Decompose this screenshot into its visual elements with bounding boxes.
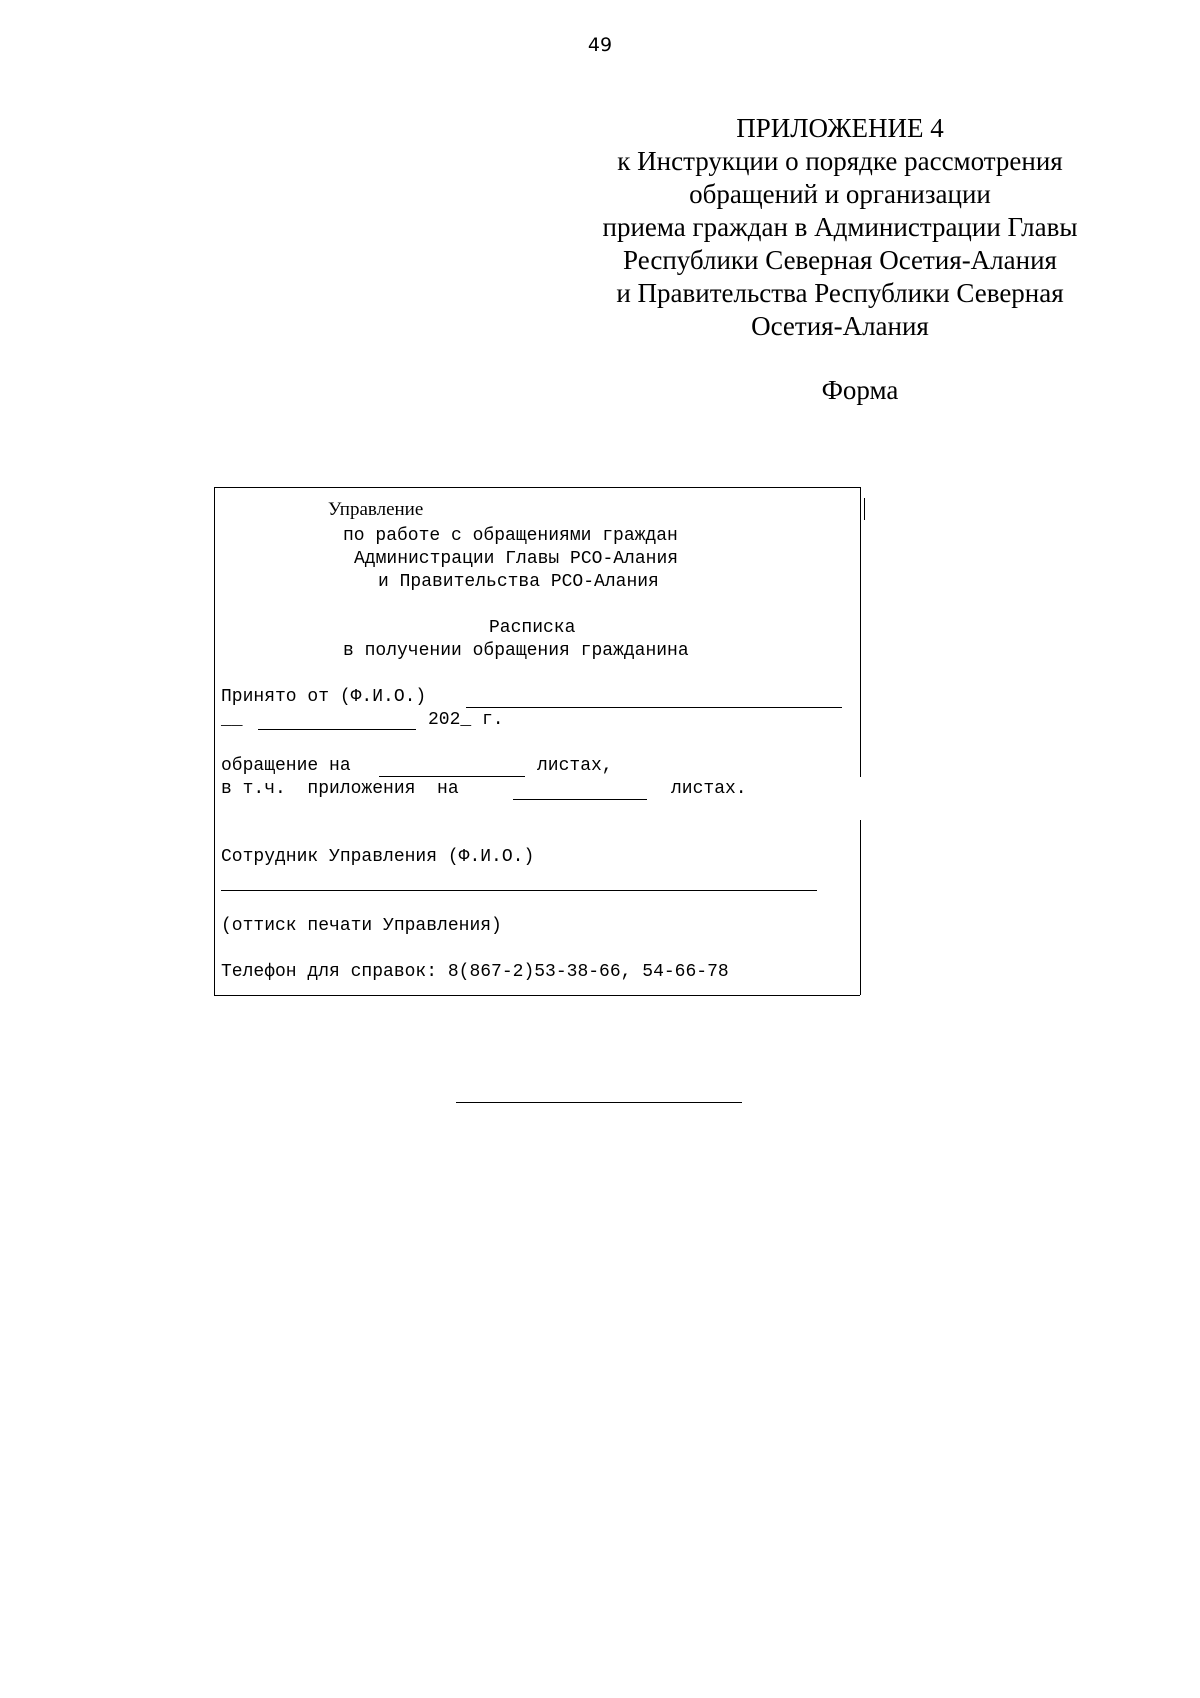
- appendix-line: Республики Северная Осетия-Алания: [623, 245, 1057, 275]
- receipt-subtitle: в получении обращения гражданина: [343, 641, 689, 661]
- receipt-header-line: по работе с обращениями граждан: [343, 526, 678, 546]
- receipt-header-word: Управление: [328, 499, 424, 520]
- receipt-title: Расписка: [489, 618, 576, 638]
- frame-left-border: [214, 487, 215, 822]
- frame-top-border: [214, 487, 860, 488]
- sheets-label: листах.: [671, 779, 747, 799]
- frame-right-tick: [864, 498, 865, 520]
- date-month-fill-line: [258, 729, 416, 730]
- appendix-line: приема граждан в Администрации Главы: [602, 212, 1078, 242]
- page-number: 49: [587, 34, 613, 56]
- appeal-on-label: обращение на: [221, 756, 351, 776]
- appendix-line: Осетия-Алания: [751, 311, 929, 341]
- sheets-fill-line: [379, 776, 525, 777]
- attachments-fill-line: [513, 799, 647, 800]
- form-label: Форма: [821, 375, 899, 405]
- frame-bottom-border: [214, 995, 860, 996]
- date-year: 202_ г.: [428, 710, 504, 730]
- attachments-label: в т.ч. приложения на: [221, 779, 459, 799]
- appendix-line: к Инструкции о порядке рассмотрения: [617, 146, 1063, 176]
- employee-fill-line: [221, 890, 817, 891]
- employee-label: Сотрудник Управления (Ф.И.О.): [221, 847, 535, 867]
- receipt-header-line: и Правительства РСО-Алания: [378, 572, 659, 592]
- frame-right-border-lower: [860, 820, 861, 995]
- phone-label: Телефон для справок: 8(867-2)53-38-66, 54-66-78: [221, 962, 729, 982]
- accepted-from-label: Принято от (Ф.И.О.): [221, 687, 427, 707]
- appendix-title: ПРИЛОЖЕНИЕ 4: [736, 113, 944, 143]
- date-day: __: [221, 710, 243, 730]
- appendix-line: обращений и организации: [689, 179, 991, 209]
- stamp-label: (оттиск печати Управления): [221, 916, 502, 936]
- frame-right-border: [860, 487, 861, 777]
- sheets-label: листах,: [537, 756, 613, 776]
- name-fill-line: [466, 707, 842, 708]
- appendix-line: и Правительства Республики Северная: [616, 278, 1064, 308]
- end-rule: [456, 1102, 742, 1103]
- frame-left-border-lower: [214, 822, 215, 995]
- receipt-header-line: Администрации Главы РСО-Алания: [354, 549, 679, 569]
